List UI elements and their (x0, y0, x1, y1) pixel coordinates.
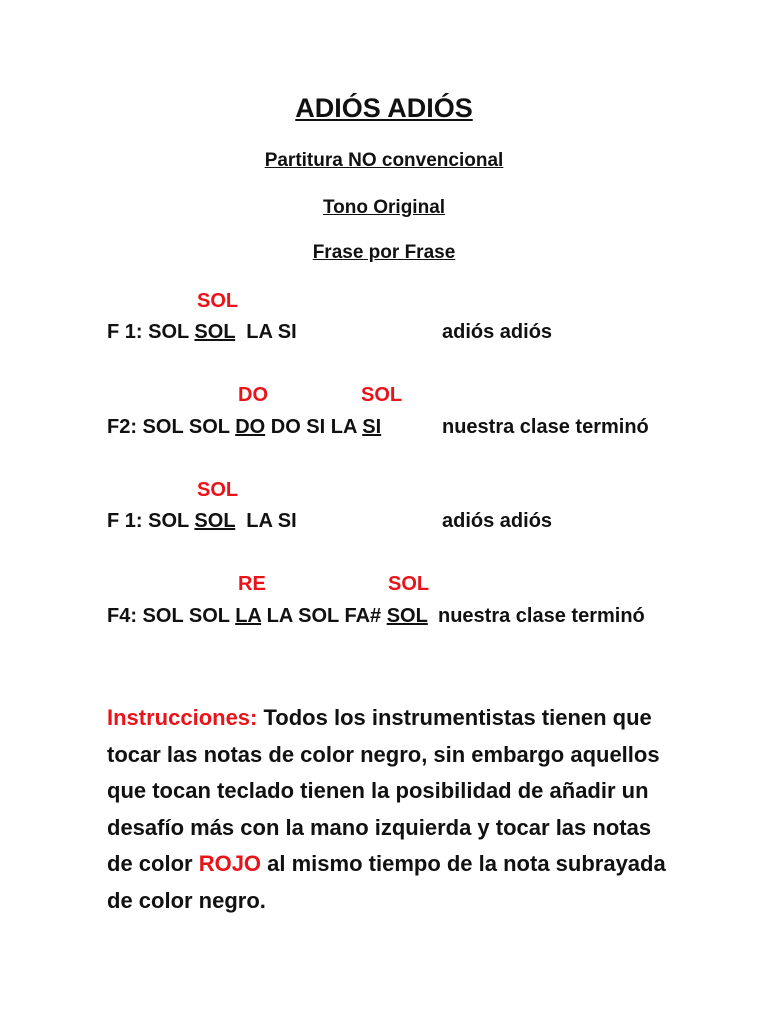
lyric-text: nuestra clase terminó (442, 416, 649, 438)
instructions-label: Instrucciones: (107, 705, 258, 730)
phrase-prefix: F2: SOL SOL (107, 416, 236, 438)
phrase-rest: LA SI (235, 510, 297, 532)
document-title: ADIÓS ADIÓS (295, 93, 473, 123)
chord-label: SOL (197, 290, 239, 312)
tone-heading: Tono Original (322, 197, 446, 218)
lyric-text: adiós adiós (442, 321, 553, 343)
phrase-prefix: F 1: SOL (107, 321, 195, 343)
chord-label: SOL (197, 479, 239, 501)
phrase-line (107, 416, 381, 439)
subtitle: Partitura NO convencional (264, 150, 504, 171)
phrase-heading: Frase por Frase (312, 242, 456, 263)
phrase-prefix: F 1: SOL (107, 510, 195, 532)
phrase-prefix: F4: SOL SOL (107, 605, 236, 627)
chord-label: SOL (361, 384, 403, 406)
underlined-note: SOL (194, 321, 236, 343)
phrase-rest: LA SI (235, 321, 297, 343)
underlined-note: DO (235, 416, 266, 438)
instructions-text: al mismo tiempo de la nota subrayada de color negro. (107, 851, 666, 913)
chord-label: SOL (388, 573, 430, 595)
underlined-note: SI (362, 416, 382, 438)
red-highlight: ROJO (198, 851, 262, 876)
underlined-note: LA (235, 605, 262, 627)
chord-label: RE (238, 573, 266, 595)
instructions-text: Todos los instrumentistas tienen que tocar las notas de color negro, sin embargo aquellos que tocan teclado tienen la posibilidad de añadir un desafío más con la mano izquierda y tocar las notas de color (107, 705, 660, 876)
phrase-line (107, 321, 297, 344)
underlined-note: SOL (194, 510, 236, 532)
underlined-note: SOL (386, 605, 428, 627)
chord-label: DO (238, 384, 268, 406)
phrase-mid: DO SI LA (265, 416, 363, 438)
phrase-mid: LA SOL FA# (261, 605, 387, 627)
lyric-text: nuestra clase terminó (438, 605, 645, 627)
instructions-paragraph (107, 700, 677, 919)
lyric-text: adiós adiós (442, 510, 553, 532)
phrase-line (107, 605, 428, 628)
phrase-line (107, 510, 297, 533)
